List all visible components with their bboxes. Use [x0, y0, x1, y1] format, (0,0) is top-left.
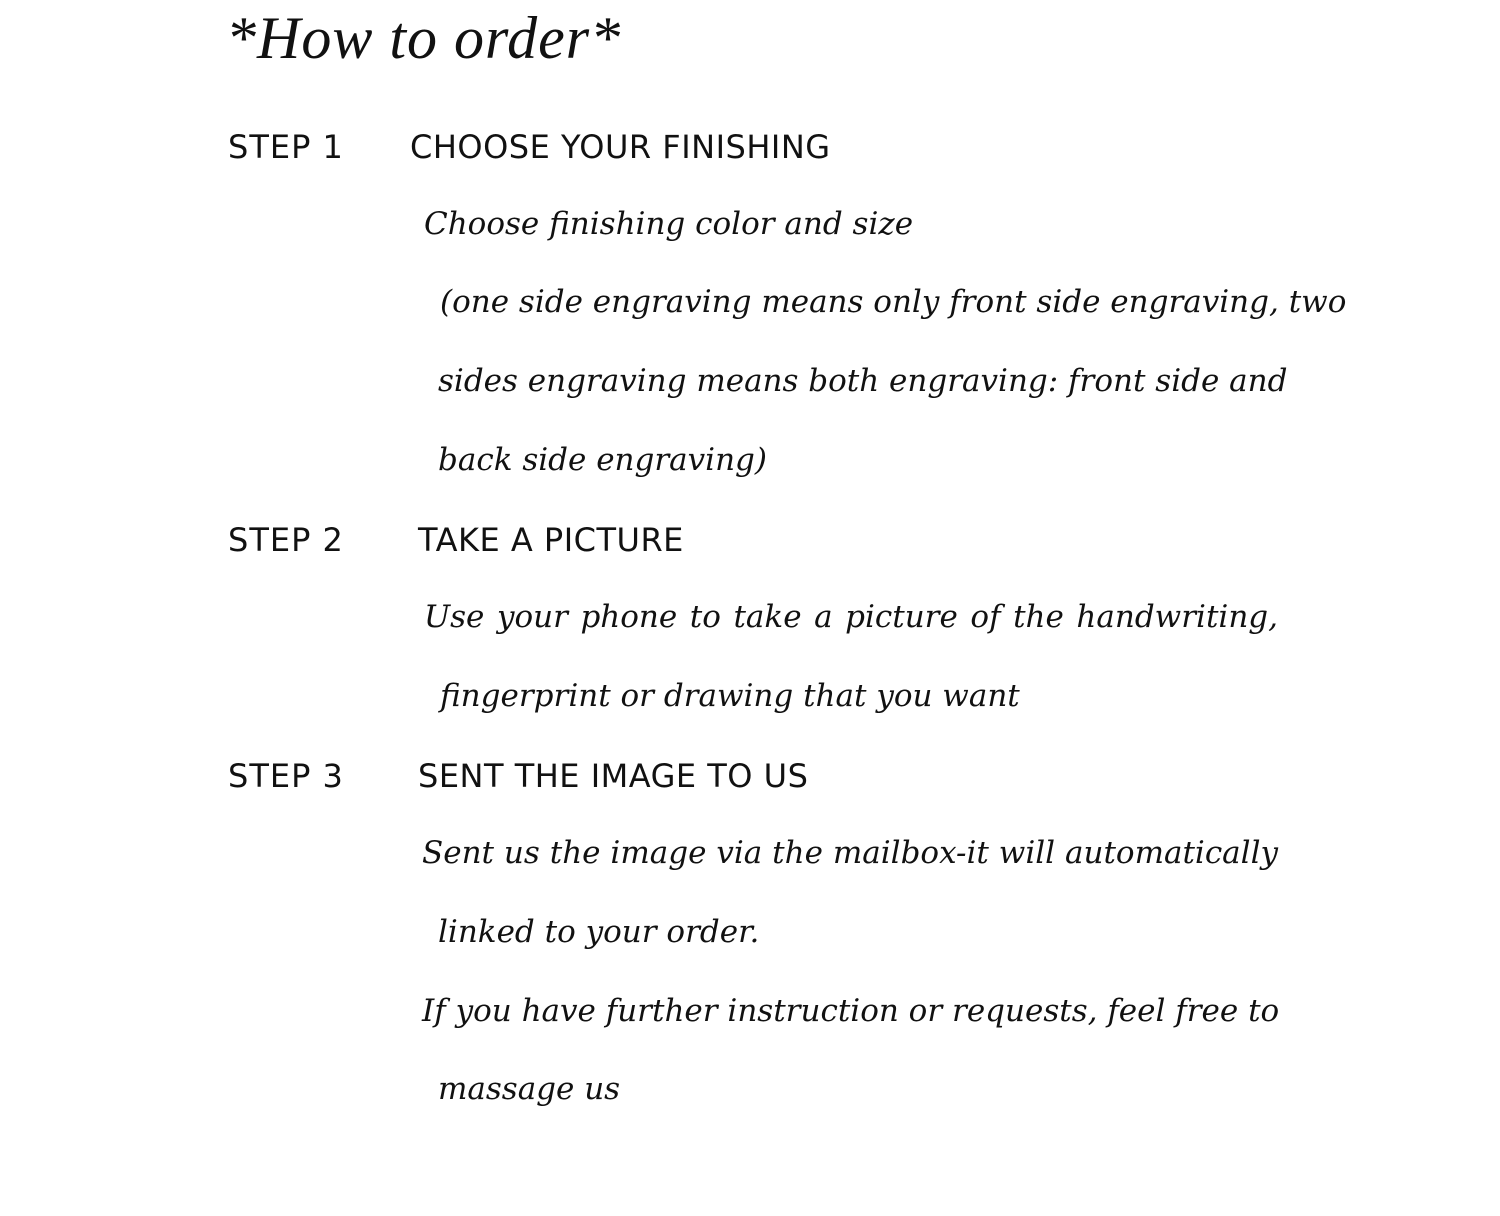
step-3-heading: SENT THE IMAGE TO US: [418, 757, 809, 795]
step-3-line-2: linked to your order.: [438, 914, 760, 950]
step-3-line-4: massage us: [438, 1071, 621, 1107]
step-2-label: STEP 2: [228, 521, 344, 559]
step-1-line-4: back side engraving): [438, 442, 767, 478]
step-2-line-2: fingerprint or drawing that you want: [440, 678, 1020, 714]
step-2-line-1: Use your phone to take a picture of the handwriting,: [424, 599, 1278, 635]
page-title: *How to order*: [226, 5, 622, 71]
step-1-line-2: (one side engraving means only front side engraving, two: [440, 284, 1347, 320]
step-1-line-1: Choose finishing color and size: [424, 206, 914, 242]
step-3-line-1: Sent us the image via the mailbox-it will automatically: [422, 835, 1278, 871]
step-3-line-3: If you have further instruction or requests, feel free to: [422, 993, 1280, 1029]
step-1-heading: CHOOSE YOUR FINISHING: [410, 128, 831, 166]
step-1-label: STEP 1: [228, 128, 344, 166]
step-2-heading: TAKE A PICTURE: [418, 521, 684, 559]
step-1-line-3: sides engraving means both engraving: front side and: [438, 363, 1288, 399]
step-3-label: STEP 3: [228, 757, 344, 795]
